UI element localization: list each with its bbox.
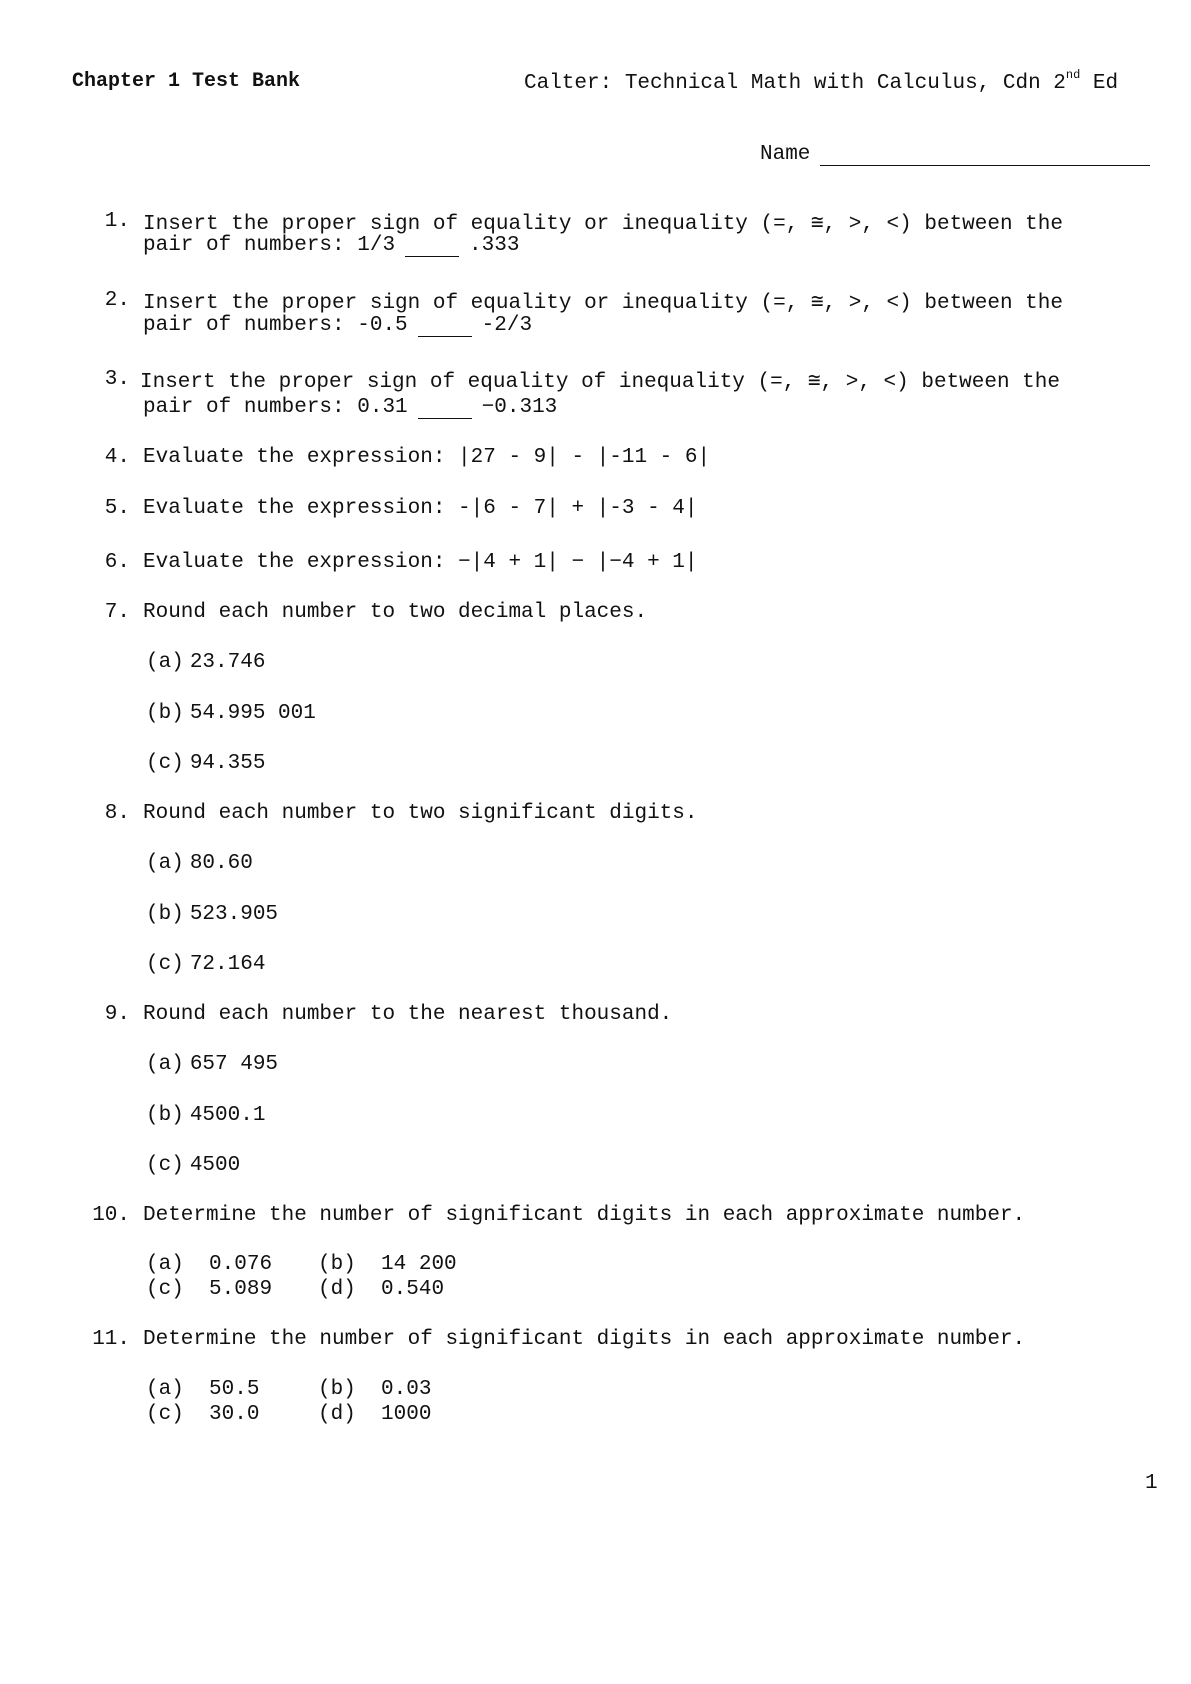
header-right-superscript: nd (1065, 68, 1081, 82)
question-number: 5. (104, 497, 130, 520)
question-text: Determine the number of significant digits in each approximate number. (143, 1328, 1026, 1351)
question-pair-right: -2/3 (481, 314, 533, 337)
sub-item-value: 23.746 (189, 651, 266, 674)
grid-item-value: 30.0 (209, 1403, 260, 1426)
sub-item-label: (a) (146, 651, 184, 674)
question-number: 10. (92, 1204, 130, 1227)
grid-item-value: 0.540 (381, 1278, 445, 1301)
name-label: Name (760, 143, 811, 166)
question-text: Round each number to two significant digits. (143, 802, 698, 825)
question-pair-left: pair of numbers: -0.5 (143, 314, 408, 337)
question-number: 1. (104, 210, 130, 233)
question-pair-left: pair of numbers: 0.31 (143, 396, 408, 419)
sub-item-label: (b) (146, 1104, 184, 1127)
sub-item-value: 80.60 (189, 852, 253, 875)
grid-item-label: (a) (146, 1378, 184, 1401)
sub-item-value: 72.164 (189, 953, 266, 976)
grid-item-label: (c) (146, 1278, 184, 1301)
grid-item (146, 1403, 259, 1426)
sub-item (146, 1053, 278, 1076)
question-text: Evaluate the expression: −|4 + 1| − |−4 + 1| (143, 551, 698, 574)
answer-blank (405, 238, 459, 257)
answer-blank (418, 400, 472, 419)
grid-item-value: 14 200 (381, 1253, 457, 1276)
sub-item-value: 4500.1 (189, 1104, 266, 1127)
sub-item (146, 702, 316, 725)
question-text-line2 (143, 234, 519, 257)
grid-item-value: 0.076 (209, 1253, 273, 1276)
question-text: Determine the number of significant digits in each approximate number. (143, 1204, 1026, 1227)
grid-item-label: (d) (318, 1403, 356, 1426)
question-pair-right: .333 (469, 234, 520, 257)
question-number: 3. (104, 368, 130, 391)
question-number: 7. (104, 601, 130, 624)
sub-item (146, 852, 253, 875)
sub-item-label: (a) (146, 1053, 184, 1076)
grid-item-label: (b) (318, 1378, 356, 1401)
sub-item-value: 4500 (189, 1154, 241, 1177)
sub-item (146, 1104, 265, 1127)
grid-item-label: (d) (318, 1278, 356, 1301)
sub-item-label: (a) (146, 852, 184, 875)
name-field (760, 143, 1150, 166)
grid-item-value: 5.089 (209, 1278, 273, 1301)
question-pair-left: pair of numbers: 1/3 (143, 234, 396, 257)
grid-item (146, 1378, 259, 1401)
grid-item-value: 50.5 (209, 1378, 260, 1401)
question-number: 4. (104, 446, 130, 469)
question-text: Insert the proper sign of equality of inequality (=, ≅, >, <) between the (140, 371, 1060, 394)
question-number: 9. (104, 1003, 130, 1026)
sub-item (146, 953, 265, 976)
question-number: 11. (92, 1328, 130, 1351)
grid-item-value: 1000 (381, 1403, 432, 1426)
grid-item (318, 1403, 431, 1426)
question-text: Evaluate the expression: -|6 - 7| + |-3 - 4| (143, 497, 698, 520)
header-right-tail: Ed (1080, 72, 1119, 95)
sub-item-label: (c) (146, 752, 184, 775)
question-text: Round each number to two decimal places. (143, 601, 648, 624)
grid-item-label: (c) (146, 1403, 184, 1426)
question-text-line2 (143, 396, 557, 419)
grid-item (318, 1378, 431, 1401)
grid-item (318, 1253, 457, 1276)
question-text: Insert the proper sign of equality or inequality (=, ≅, >, <) between the (143, 292, 1063, 315)
sub-item-value: 523.905 (189, 903, 279, 926)
sub-item-label: (b) (146, 903, 184, 926)
grid-item-label: (b) (318, 1253, 356, 1276)
answer-blank (418, 318, 472, 337)
question-number: 2. (104, 289, 130, 312)
page-number: 1 (1145, 1472, 1158, 1495)
sub-item-label: (b) (146, 702, 184, 725)
header-left-title: Chapter 1 Test Bank (72, 70, 301, 93)
question-text: Insert the proper sign of equality or inequality (=, ≅, >, <) between the (143, 213, 1063, 236)
header-right-main: Calter: Technical Math with Calculus, Cdn 2 (524, 72, 1066, 95)
sub-item (146, 903, 278, 926)
grid-item-value: 0.03 (381, 1378, 432, 1401)
grid-item-label: (a) (146, 1253, 184, 1276)
sub-item (146, 651, 265, 674)
sub-item-value: 657 495 (189, 1053, 279, 1076)
grid-item (318, 1278, 444, 1301)
sub-item (146, 1154, 240, 1177)
sub-item-label: (c) (146, 1154, 184, 1177)
question-pair-right: −0.313 (481, 396, 558, 419)
question-text-line2 (143, 314, 532, 337)
question-text: Evaluate the expression: |27 - 9| - |-11 - 6| (143, 446, 711, 469)
grid-item (146, 1278, 272, 1301)
grid-item (146, 1253, 272, 1276)
name-blank-line (820, 145, 1150, 166)
sub-item-value: 94.355 (189, 752, 266, 775)
sub-item-value: 54.995 001 (189, 702, 316, 725)
sub-item (146, 752, 265, 775)
header-right-title (524, 70, 1118, 95)
question-number: 8. (104, 802, 130, 825)
sub-item-label: (c) (146, 953, 184, 976)
question-number: 6. (104, 551, 130, 574)
question-text: Round each number to the nearest thousand. (143, 1003, 673, 1026)
